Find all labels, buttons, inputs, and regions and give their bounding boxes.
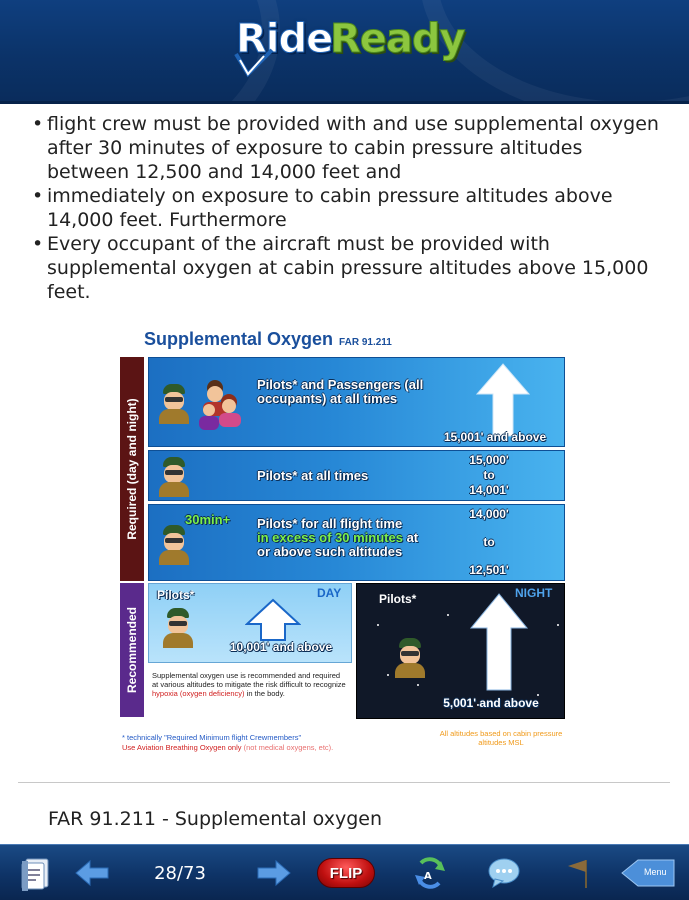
page-indicator-text: 28/73 [154,862,206,884]
rec-note-a: Supplemental oxygen use is recommended and required at various altitudes to mitigate the risk difficult to recognize [152,671,346,689]
row2-text: Pilots* at all times [257,468,369,483]
bullet-item [30,112,670,184]
row3-text-b: in excess of 30 minutes [257,530,403,545]
band-pilots-all-times [148,450,565,501]
day-label: DAY [317,586,342,600]
bottom-toolbar [0,844,689,900]
menu-button[interactable] [618,845,678,900]
row3-altitude-bottom: 12,501' [469,563,509,577]
pilot-avatar-icon [161,608,195,648]
star-decoration [387,674,389,676]
arrow-up-icon [245,598,301,642]
logo-checkmark-icon [234,48,274,78]
sync-icon [413,857,447,889]
bullet-dot: • [32,233,44,255]
footnote-oxygen-type [122,743,442,752]
night-label: NIGHT [515,586,553,600]
star-decoration [447,614,449,616]
figure-caption: FAR 91.211 - Supplemental oxygen [48,808,383,830]
row2-altitude-bottom: 14,001' [469,483,509,497]
footnote-crewmembers: * technically "Required Minimum flight Crewmembers" [122,733,302,742]
bullet-text: immediately on exposure to cabin pressure altitudes above 14,000 feet. Furthermore [47,185,613,231]
rideready-logo [230,14,470,78]
figure-title-text: Supplemental Oxygen [144,329,334,349]
required-side-bar [120,357,144,581]
band-all-occupants [148,357,565,447]
rec-note-b: hypoxia (oxygen deficiency) [152,689,245,698]
logo-text-ride: Ride [236,16,333,62]
day-recommendation [148,583,352,663]
svg-text:A: A [424,871,432,882]
night-recommendation [356,583,565,719]
row3-text-d: or above such altitudes [257,544,403,559]
row1-altitude: 15,001' and above [443,430,547,444]
footnote-altitudes-msl: All altitudes based on cabin pressure altitudes MSL [439,729,563,747]
menu-label: Menu [644,867,667,877]
next-page-icon [256,859,292,887]
rec-note-c: in the body. [244,689,285,698]
caption-divider [18,782,670,783]
required-label: Required (day and night) [125,398,139,540]
row3-altitude-top: 14,000' [469,507,509,521]
passengers-icon [197,378,245,432]
star-decoration [377,624,379,626]
pilot-avatar-icon [157,384,191,424]
app-header [0,0,689,104]
flip-button-wrapper[interactable] [314,845,378,900]
bookmark-flag-icon [564,856,592,890]
arrow-up-icon [475,362,531,438]
next-page-button[interactable] [254,845,294,900]
bullet-item [30,232,670,304]
row3-text-a: Pilots* for all flight time [257,516,403,531]
bullet-text: flight crew must be provided with and use supplemental oxygen after 30 minutes of exposure to cabin pressure altitudes between 12,500 and 14,000 feet and [47,113,659,183]
recommended-label: Recommended [125,606,139,694]
row3-altitude-mid: to [483,535,495,549]
night-altitude: 5,001' and above [443,696,539,710]
row1-text: Pilots* and Passengers (all occupants) at all times [257,377,424,406]
bullet-item [30,184,670,232]
comment-icon [487,857,521,889]
footnote-oxygen-type-extra: (not medical oxygens, etc). [243,743,334,752]
supplemental-oxygen-figure [118,325,573,757]
star-decoration [557,624,559,626]
notes-button[interactable] [14,845,58,900]
row3-text-c: at [406,530,419,545]
day-altitude: 10,001' and above [229,640,333,654]
pilot-avatar-icon [157,457,191,497]
pilot-avatar-icon [393,638,427,678]
arrow-up-icon [469,592,529,692]
recommended-side-bar [120,583,144,717]
figure-title-ref: FAR 91.211 [339,337,392,348]
night-pilots-label: Pilots* [379,592,417,606]
page-indicator [140,845,220,900]
row2-altitude-mid: to [483,468,495,482]
row3-text [257,517,457,559]
day-pilots-label: Pilots* [157,588,195,602]
footnote-oxygen-type-main: Use Aviation Breathing Oxygen only [122,743,242,752]
bullet-dot: • [32,113,44,135]
bullet-dot: • [32,185,44,207]
sync-button[interactable] [410,845,450,900]
logo-text-ready: Ready [330,16,465,62]
comment-button[interactable] [484,845,524,900]
pilot-avatar-icon [157,525,191,565]
band-pilots-30min [148,504,565,581]
bookmark-button[interactable] [558,845,598,900]
flip-button[interactable]: FLIP [317,858,375,888]
row3-30min-badge: 30min+ [185,512,231,527]
previous-page-icon [74,859,110,887]
previous-page-button[interactable] [72,845,112,900]
recommendation-note [152,671,348,698]
star-decoration [417,684,419,686]
row2-altitude-top: 15,000' [469,453,509,467]
bullet-text: Every occupant of the aircraft must be provided with supplemental oxygen at cabin pressure altitudes above 15,000 feet. [47,233,649,303]
figure-title [144,329,392,350]
notes-icon [18,855,54,891]
lesson-text [30,112,670,304]
